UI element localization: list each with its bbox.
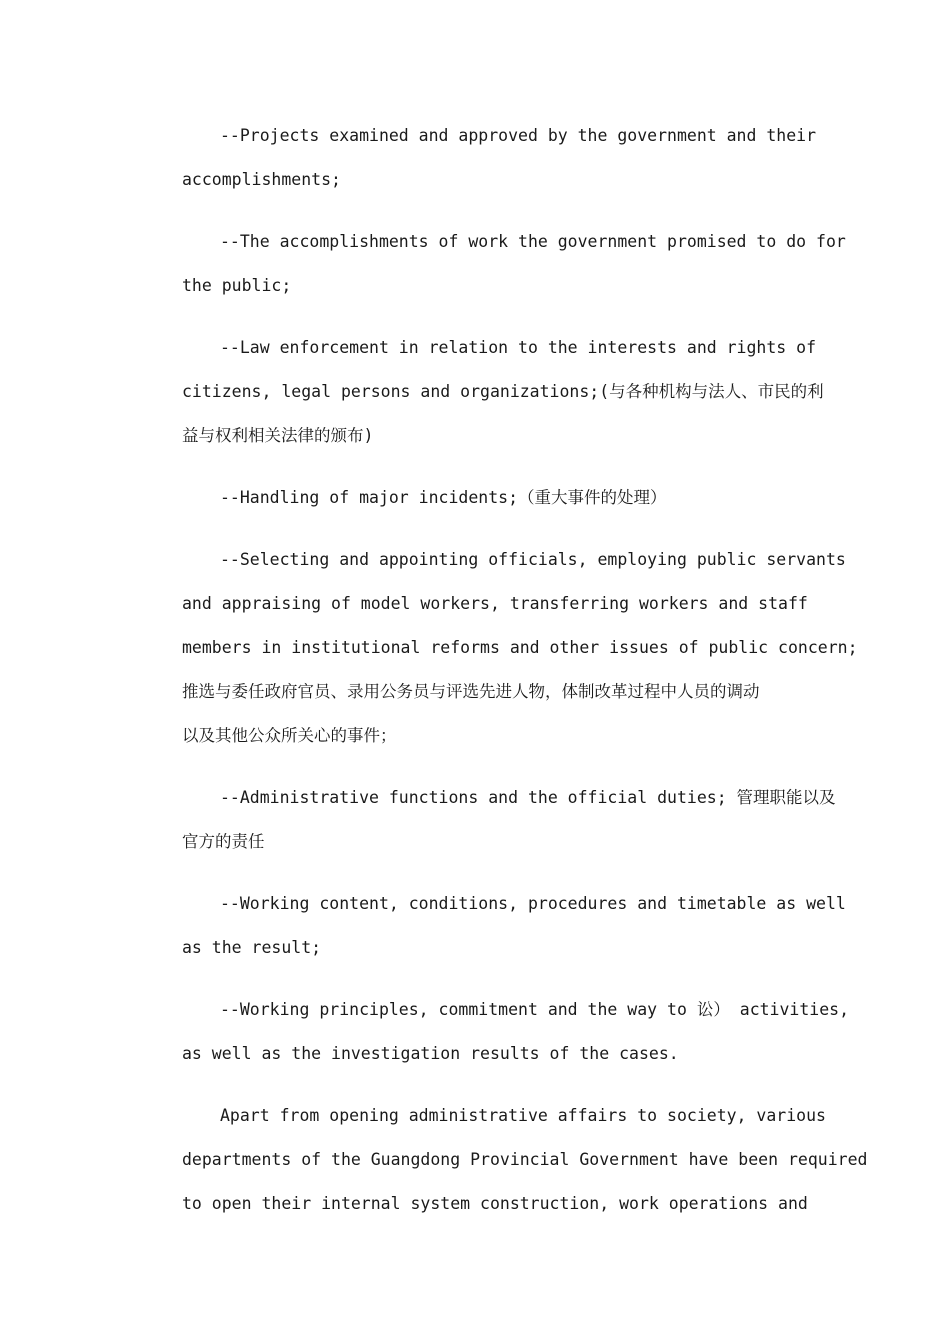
paragraph-apart-from (144, 1094, 868, 1226)
text-line: to open their internal system construction, work operations and (182, 1194, 808, 1213)
text-line: 以及其他公众所关心的事件； (182, 726, 397, 745)
text-line: accomplishments; (182, 170, 341, 189)
text-line: --Law enforcement in relation to the interests and rights of (220, 338, 817, 357)
paragraph-administrative-functions (144, 776, 836, 864)
paragraph-law-enforcement (144, 326, 824, 458)
text-line: members in institutional reforms and other issues of public concern; (182, 638, 858, 657)
paragraph-accomplishments (144, 220, 846, 308)
text-line: the public; (182, 276, 292, 295)
text-line: --Working principles, commitment and the way to 讼） activities, (220, 1000, 850, 1019)
text-line: --Handling of major incidents;（重大事件的处理） (220, 488, 667, 507)
text-line: 益与权利相关法律的颁布) (182, 426, 374, 445)
text-line: --The accomplishments of work the government promised to do for (220, 232, 846, 251)
text-line: as well as the investigation results of the cases. (182, 1044, 679, 1063)
paragraph-major-incidents (144, 476, 812, 520)
text-line: 推选与委任政府官员、录用公务员与评选先进人物，体制改革过程中人员的调动 (182, 682, 760, 701)
text-line: 官方的责任 (182, 832, 265, 851)
paragraph-working-principles (144, 988, 850, 1076)
document-body (144, 114, 868, 1244)
text-line: Apart from opening administrative affairs to society, various (220, 1106, 826, 1125)
text-line: --Working content, conditions, procedures and timetable as well (220, 894, 846, 913)
text-line: departments of the Guangdong Provincial Government have been required (182, 1150, 868, 1169)
text-line: --Selecting and appointing officials, employing public servants (220, 550, 846, 569)
text-line: citizens, legal persons and organizations;(与各种机构与法人、市民的利 (182, 382, 824, 401)
paragraph-officials (144, 538, 858, 758)
text-line: and appraising of model workers, transferring workers and staff (182, 594, 808, 613)
text-line: as the result; (182, 938, 322, 957)
text-line: --Administrative functions and the official duties; 管理职能以及 (220, 788, 836, 807)
text-line: --Projects examined and approved by the government and their (220, 126, 817, 145)
paragraph-working-content (144, 882, 846, 970)
paragraph-projects (144, 114, 817, 202)
